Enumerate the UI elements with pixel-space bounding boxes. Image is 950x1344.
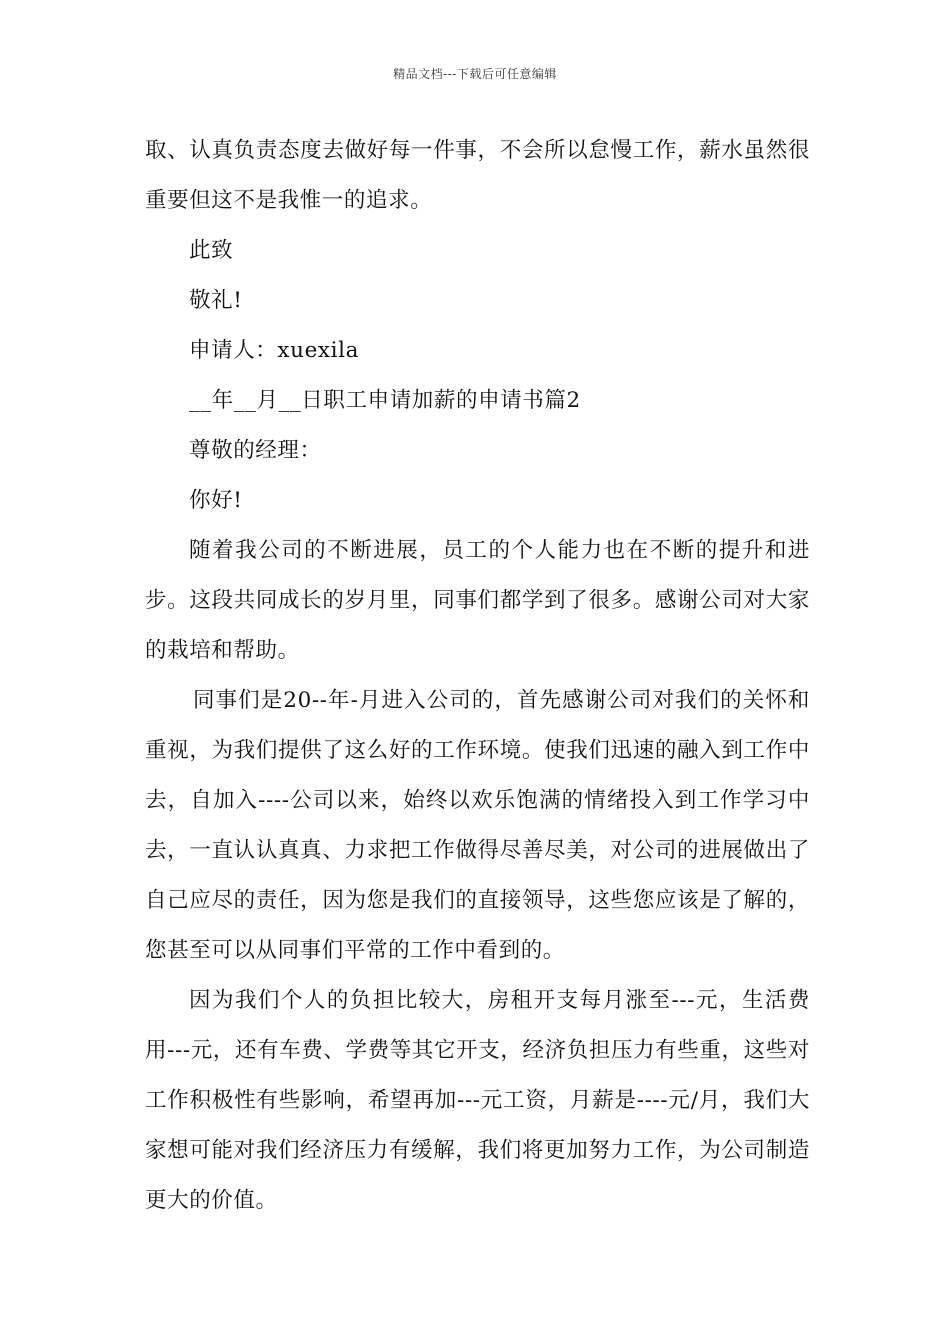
- document-body: [145, 126, 810, 1226]
- greeting-hello: 你好!: [189, 488, 243, 513]
- paragraph-closing-sentence: 取、认真负责态度去做好每一件事，不会所以怠慢工作，薪水虽然很重要但这不是我惟一的追求。: [145, 138, 810, 213]
- paragraph-intro: 随着我公司的不断进展，员工的个人能力也在不断的提升和进步。这段共同成长的岁月里，同事们都学到了很多。感谢公司对大家的栽培和帮助。: [145, 538, 810, 663]
- salutation-jingli: 敬礼!: [189, 288, 243, 313]
- section-title: __年__月__日职工申请加薪的申请书篇2: [189, 388, 581, 413]
- page-header: 精品文档---下载后可任意编辑: [393, 67, 557, 81]
- salutation-cizhi: 此致: [189, 238, 234, 263]
- paragraph-request: 因为我们个人的负担比较大，房租开支每月涨至---元，生活费用---元，还有车费、学费等其它开支，经济负担压力有些重，这些对工作积极性有些影响，希望再加---元工资，月薪是----元/月，我们大家想可能对我们经济压力有缓解，我们将更加努力工作，为公司制造更大的价值。: [145, 988, 810, 1213]
- greeting-recipient: 尊敬的经理：: [189, 438, 322, 463]
- applicant-line: 申请人：xuexila: [189, 338, 359, 363]
- paragraph-background: 同事们是20--年-月进入公司的，首先感谢公司对我们的关怀和重视，为我们提供了这么好的工作环境。使我们迅速的融入到工作中去，自加入----公司以来，始终以欢乐饱满的情绪投入到工作学习中去，一直认认真真、力求把工作做得尽善尽美，对公司的进展做出了自己应尽的责任，因为您是我们的直接领导，这些您应该是了解的，您甚至可以从同事们平常的工作中看到的。: [145, 688, 810, 963]
